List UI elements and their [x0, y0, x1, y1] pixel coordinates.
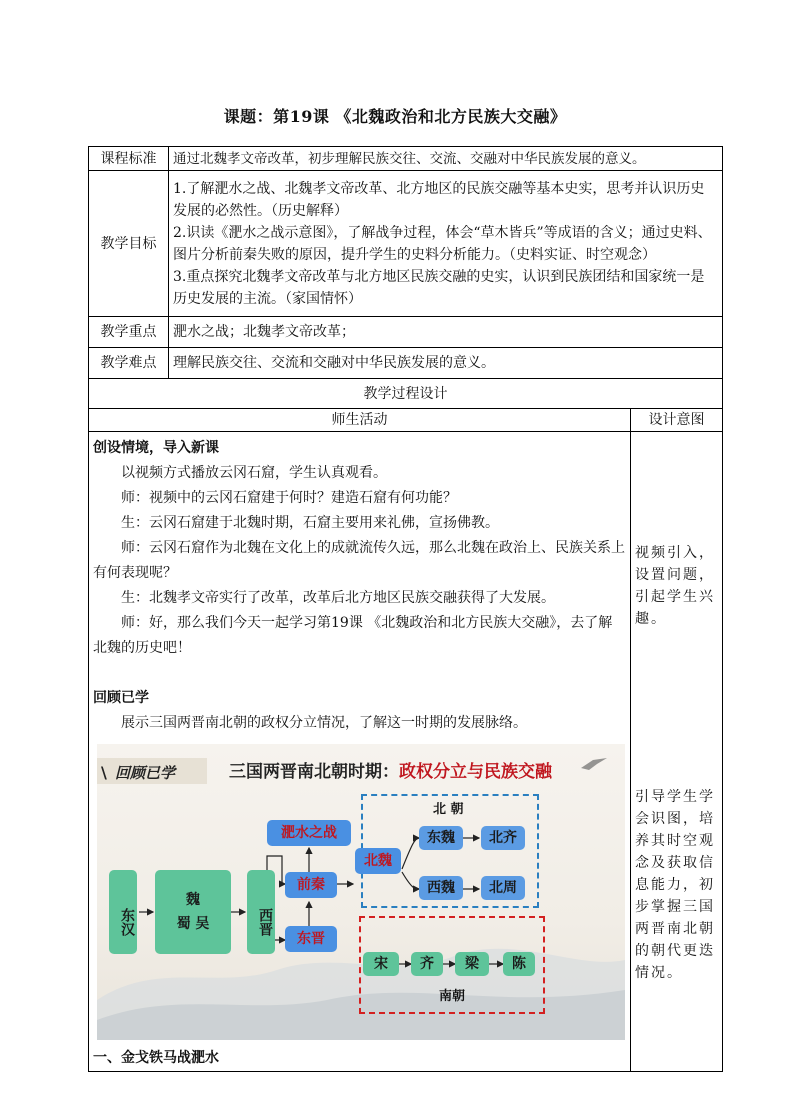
goals-label: 教学目标 — [89, 171, 169, 317]
node-dongjin: 东晋 — [285, 926, 337, 952]
key-text: 淝水之战；北魏孝文帝改革； — [169, 317, 723, 348]
section-3-title: 一、金戈铁马战淝水 — [93, 1050, 219, 1066]
intent-2: 引导学生学会识图，培养其时空观念及获取信息能力，初步掌握三国两晋南北朝的朝代更迭情况。 — [635, 788, 715, 981]
node-chen: 陈 — [503, 952, 535, 976]
s1-line-4: 师：云冈石窟作为北魏在文化上的成就流传久远，那么北魏在政治上、民族关系上有何表现呢？ — [93, 540, 625, 581]
standard-text: 通过北魏孝文帝改革，初步理解民族交往、交流、交融对中华民族发展的意义。 — [169, 147, 723, 171]
intent-1: 视频引入，设置问题，引起学生兴趣。 — [635, 544, 715, 627]
difficult-text: 理解民族交往、交流和交融对中华民族发展的意义。 — [169, 348, 723, 379]
node-wei-shu-wu: 魏 蜀 吴 — [155, 870, 231, 954]
node-donghan: 东汉 — [109, 870, 137, 954]
page-title: 课题：第19课 《北魏政治和北方民族大交融》 — [223, 107, 567, 126]
activity-cell — [89, 432, 631, 1072]
difficult-label: 教学难点 — [89, 348, 169, 379]
node-liang: 梁 — [455, 952, 489, 976]
col-activity-header: 师生活动 — [89, 409, 631, 432]
node-xiwei: 西魏 — [419, 876, 463, 900]
goal-3: 3.重点探究北魏孝文帝改革与北方地区民族交融的史实，认识到民族团结和国家统一是历史发展的主流。（家国情怀） — [173, 268, 705, 307]
node-song: 宋 — [363, 952, 399, 976]
intent-cell — [631, 432, 723, 1072]
section-1-title: 创设情境，导入新课 — [93, 440, 219, 456]
s1-line-3: 生：云冈石窟建于北魏时期，石窟主要用来礼佛，宣扬佛教。 — [121, 515, 499, 531]
key-label: 教学重点 — [89, 317, 169, 348]
node-xijin: 西晋 — [247, 870, 275, 954]
standard-label: 课程标准 — [89, 147, 169, 171]
s1-line-6: 师：好，那么我们今天一起学习第19课 《北魏政治和北方民族大交融》，去了解北魏的历史吧！ — [93, 615, 613, 656]
s1-line-2: 师：视频中的云冈石窟建于何时？建造石窟有何功能？ — [121, 490, 457, 506]
slide-heading: 三国两晋南北朝时期：政权分立与民族交融 — [229, 762, 552, 782]
review-slide — [97, 744, 625, 1040]
node-beizhou: 北周 — [481, 876, 525, 900]
north-label: 北 朝 — [433, 802, 464, 817]
s1-line-5: 生：北魏孝文帝实行了改革，改革后北方地区民族交融获得了大发展。 — [121, 590, 555, 606]
section-2-title: 回顾已学 — [93, 690, 149, 706]
node-qianqin: 前秦 — [285, 872, 337, 898]
goal-2: 2.识读《淝水之战示意图》，了解战争过程，体会“草木皆兵”等成语的含义；通过史料、图片分析前秦失败的原因，提升学生的史料分析能力。（史料实证、时空观念） — [173, 224, 712, 263]
process-header: 教学过程设计 — [89, 379, 723, 409]
goals-text — [169, 171, 723, 317]
node-feishui: 淝水之战 — [267, 820, 351, 846]
node-beiqi: 北齐 — [481, 826, 525, 850]
col-intent-header: 设计意图 — [631, 409, 723, 432]
slide-badge: \ 回顾已学 — [97, 758, 207, 784]
s1-line-1: 以视频方式播放云冈石窟，学生认真观看。 — [121, 465, 387, 481]
node-qi: 齐 — [411, 952, 443, 976]
goal-1: 1.了解淝水之战、北魏孝文帝改革、北方地区的民族交融等基本史实，思考并认识历史发展的必然性。（历史解释） — [173, 180, 705, 219]
s2-line: 展示三国两晋南北朝的政权分立情况，了解这一时期的发展脉络。 — [121, 715, 527, 731]
lesson-plan-table — [88, 146, 723, 1072]
node-beiwei: 北魏 — [355, 848, 401, 874]
node-dongwei: 东魏 — [419, 826, 463, 850]
south-label: 南朝 — [439, 989, 466, 1004]
